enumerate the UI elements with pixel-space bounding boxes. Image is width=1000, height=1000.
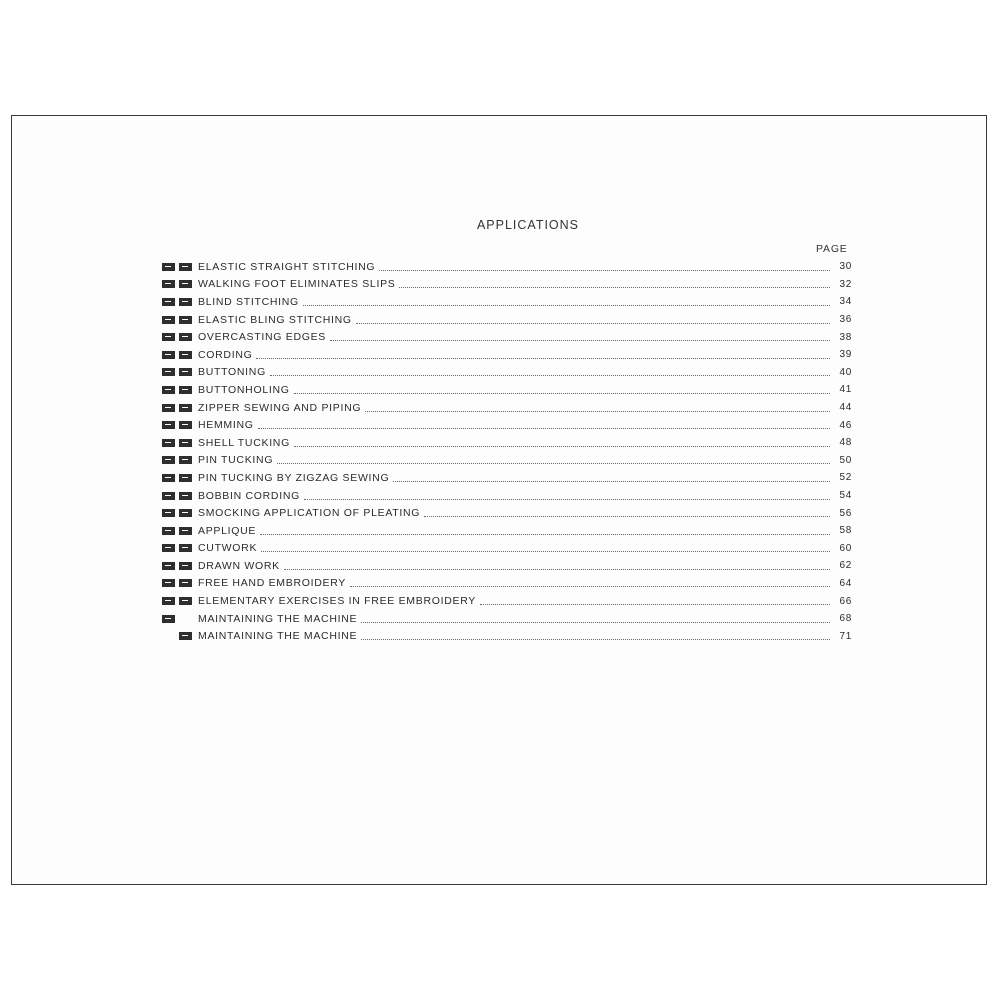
toc-entry[interactable]: [162, 592, 852, 610]
machine-icon-a: [162, 615, 175, 623]
toc-entry[interactable]: [162, 610, 852, 628]
dot-leader: [399, 286, 830, 288]
machine-icon-b: [179, 562, 192, 570]
toc-entry-label: ZIPPER SEWING AND PIPING: [198, 401, 362, 414]
toc-entry-page-number: 68: [839, 613, 852, 625]
dot-leader: [356, 322, 830, 324]
toc-entry-label: BOBBIN CORDING: [198, 489, 300, 502]
toc-entry-page-number: 52: [839, 472, 852, 484]
machine-icons: [162, 544, 196, 552]
machine-icons: [162, 474, 196, 482]
toc-entry-page-number: 41: [839, 384, 852, 396]
toc-entry-label: SHELL TUCKING: [198, 436, 290, 449]
toc-entry-label: BLIND STITCHING: [198, 295, 299, 308]
dot-leader: [304, 498, 830, 500]
machine-icon-a: [162, 421, 175, 429]
toc-entry-page-number: 60: [839, 542, 852, 554]
toc-entry-page-number: 66: [839, 595, 852, 607]
toc-entry-label: APPLIQUE: [198, 524, 257, 537]
toc-entry[interactable]: [162, 540, 852, 558]
dot-leader: [361, 638, 830, 640]
machine-icon-a: [162, 579, 175, 587]
dot-leader: [256, 357, 830, 359]
machine-icons: [162, 597, 196, 605]
toc-entry-page-number: 58: [839, 525, 852, 537]
toc-entry[interactable]: [162, 416, 852, 434]
machine-icon-a: [162, 280, 175, 288]
toc-entry[interactable]: [162, 557, 852, 575]
toc-entry-label: HEMMING: [198, 419, 254, 432]
machine-icon-a: [162, 263, 175, 271]
toc-entry-page-number: 36: [839, 314, 852, 326]
machine-icons: [162, 509, 196, 517]
toc-entry[interactable]: [162, 381, 852, 399]
toc-entry-page-number: 48: [839, 437, 852, 449]
dot-leader: [361, 621, 830, 623]
dot-leader: [260, 533, 830, 535]
toc-entry-page-number: 32: [839, 278, 852, 290]
toc-entry-label: CUTWORK: [198, 542, 258, 555]
toc-entry[interactable]: [162, 311, 852, 329]
dot-leader: [365, 410, 830, 412]
toc-entry-label: SMOCKING APPLICATION OF PLEATING: [198, 507, 421, 520]
machine-icons: [162, 421, 196, 429]
machine-icon-a: [162, 298, 175, 306]
toc-entry[interactable]: [162, 276, 852, 294]
toc-entry[interactable]: [162, 627, 852, 645]
machine-icons: [162, 439, 196, 447]
machine-icon-b: [179, 351, 192, 359]
toc-entry-label: ELASTIC BLING STITCHING: [198, 313, 352, 326]
machine-icon-b: [179, 439, 192, 447]
toc-entry[interactable]: [162, 522, 852, 540]
icon-spacer: [162, 632, 179, 640]
machine-icon-b: [179, 421, 192, 429]
dot-leader: [284, 568, 830, 570]
machine-icons: [162, 298, 196, 306]
machine-icon-b: [179, 316, 192, 324]
toc-entry-label: DRAWN WORK: [198, 559, 280, 572]
dot-leader: [303, 304, 830, 306]
machine-icon-b: [179, 527, 192, 535]
machine-icon-b: [179, 509, 192, 517]
dot-leader: [480, 603, 830, 605]
toc-entry-page-number: 40: [839, 366, 852, 378]
dot-leader: [277, 462, 830, 464]
toc-entry-page-number: 46: [839, 419, 852, 431]
toc-entry-page-number: 44: [839, 402, 852, 414]
machine-icon-b: [179, 544, 192, 552]
machine-icon-a: [162, 456, 175, 464]
toc-entry-page-number: 62: [839, 560, 852, 572]
machine-icon-b: [179, 386, 192, 394]
dot-leader: [258, 427, 830, 429]
toc-entry[interactable]: [162, 469, 852, 487]
machine-icons: [162, 280, 196, 288]
machine-icon-b: [179, 597, 192, 605]
machine-icon-a: [162, 597, 175, 605]
machine-icon-b: [179, 456, 192, 464]
page-column-header: PAGE: [816, 243, 848, 255]
toc-entry[interactable]: [162, 346, 852, 364]
dot-leader: [330, 339, 830, 341]
machine-icons: [162, 579, 196, 587]
toc-entry-page-number: 34: [839, 296, 852, 308]
toc-entry-label: PIN TUCKING BY ZIGZAG SEWING: [198, 471, 390, 484]
machine-icon-a: [162, 492, 175, 500]
dot-leader: [424, 515, 830, 517]
icon-spacer: [179, 615, 196, 623]
toc-entry[interactable]: [162, 258, 852, 276]
machine-icon-b: [179, 280, 192, 288]
toc-entry-label: OVERCASTING EDGES: [198, 331, 327, 344]
dot-leader: [379, 269, 830, 271]
toc-entry-page-number: 39: [839, 349, 852, 361]
machine-icons: [162, 404, 196, 412]
toc-entry-label: PIN TUCKING: [198, 454, 274, 467]
machine-icon-b: [179, 333, 192, 341]
machine-icons: [162, 368, 196, 376]
dot-leader: [270, 374, 830, 376]
toc-entry-page-number: 38: [839, 331, 852, 343]
toc-entry-label: ELASTIC STRAIGHT STITCHING: [198, 260, 376, 273]
toc-entry-page-number: 56: [839, 507, 852, 519]
machine-icon-a: [162, 474, 175, 482]
machine-icon-b: [179, 298, 192, 306]
toc-entry[interactable]: [162, 434, 852, 452]
machine-icons: [162, 263, 196, 271]
toc-entry-label: BUTTONHOLING: [198, 383, 290, 396]
dot-leader: [350, 585, 830, 587]
machine-icons: [162, 316, 196, 324]
toc-entry[interactable]: [162, 575, 852, 593]
dot-leader: [294, 445, 830, 447]
page-title: APPLICATIONS: [476, 218, 580, 232]
machine-icon-a: [162, 439, 175, 447]
dot-leader: [393, 480, 830, 482]
machine-icon-b: [179, 492, 192, 500]
toc-entry-page-number: 54: [839, 490, 852, 502]
toc-entry[interactable]: [162, 487, 852, 505]
toc-entry-page-number: 50: [839, 454, 852, 466]
machine-icon-a: [162, 562, 175, 570]
machine-icons: [162, 386, 196, 394]
machine-icon-b: [179, 404, 192, 412]
toc-entry-label: CORDING: [198, 348, 253, 361]
toc-entry[interactable]: [162, 504, 852, 522]
machine-icons: [162, 351, 196, 359]
machine-icons: [162, 615, 196, 623]
machine-icons: [162, 527, 196, 535]
machine-icon-b: [179, 632, 192, 640]
machine-icon-b: [179, 579, 192, 587]
toc-entry-page-number: 71: [839, 630, 852, 642]
toc-entry-label: ELEMENTARY EXERCISES IN FREE EMBROIDERY: [198, 595, 477, 608]
dot-leader: [294, 392, 830, 394]
toc-entry-label: FREE HAND EMBROIDERY: [198, 577, 346, 590]
machine-icons: [162, 333, 196, 341]
toc-entry-page-number: 64: [839, 577, 852, 589]
table-of-contents: [162, 258, 852, 645]
machine-icon-a: [162, 333, 175, 341]
machine-icon-a: [162, 368, 175, 376]
toc-entry-page-number: 30: [839, 261, 852, 273]
toc-entry-label: WALKING FOOT ELIMINATES SLIPS: [198, 278, 396, 291]
machine-icon-a: [162, 351, 175, 359]
machine-icon-b: [179, 263, 192, 271]
toc-entry-label: MAINTAINING THE MACHINE: [198, 612, 358, 625]
toc-entry[interactable]: [162, 364, 852, 382]
machine-icon-a: [162, 316, 175, 324]
toc-entry[interactable]: [162, 399, 852, 417]
machine-icon-a: [162, 527, 175, 535]
toc-entry[interactable]: [162, 452, 852, 470]
toc-entry[interactable]: [162, 293, 852, 311]
toc-entry-label: MAINTAINING THE MACHINE: [198, 630, 358, 643]
machine-icon-a: [162, 509, 175, 517]
machine-icon-a: [162, 386, 175, 394]
toc-entry-label: BUTTONING: [198, 366, 266, 379]
dot-leader: [261, 550, 830, 552]
machine-icons: [162, 632, 196, 640]
machine-icon-a: [162, 544, 175, 552]
machine-icon-b: [179, 368, 192, 376]
machine-icons: [162, 562, 196, 570]
machine-icon-a: [162, 404, 175, 412]
toc-entry[interactable]: [162, 328, 852, 346]
machine-icons: [162, 456, 196, 464]
machine-icons: [162, 492, 196, 500]
machine-icon-b: [179, 474, 192, 482]
